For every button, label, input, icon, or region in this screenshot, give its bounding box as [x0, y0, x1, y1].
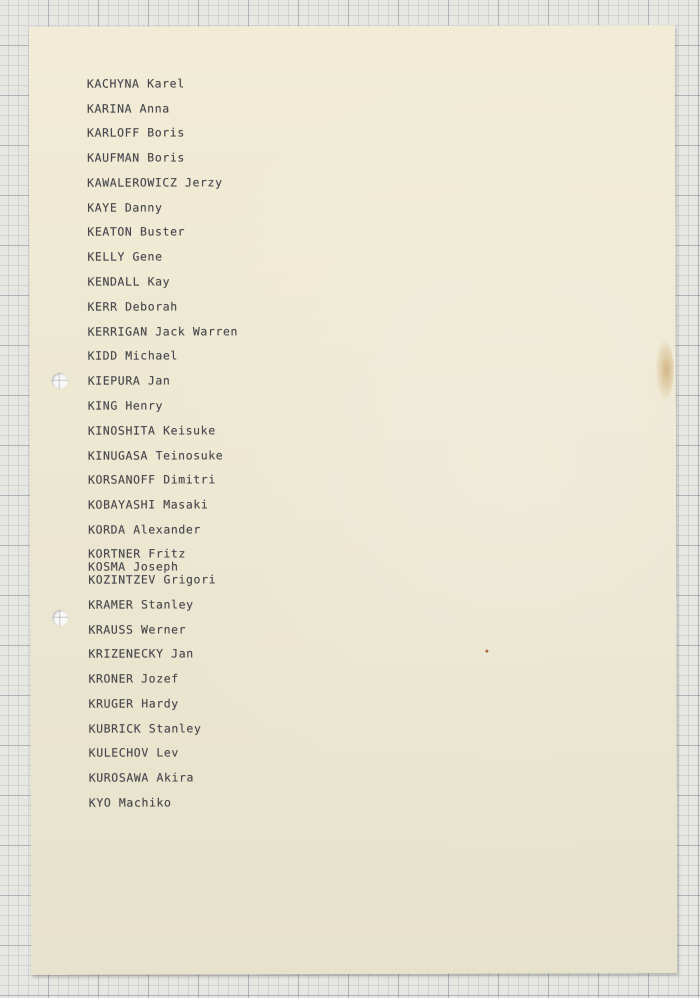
name-entry: KIEPURA Jan — [87, 373, 171, 388]
name-entry: KOSMA Joseph — [88, 559, 179, 574]
name-entry: KENDALL Kay — [87, 274, 171, 289]
name-entry: KUBRICK Stanley — [88, 721, 202, 736]
name-entry: KACHYNA Karel — [86, 76, 185, 91]
name-entry: KARLOFF Boris — [87, 125, 185, 140]
name-entry: KRAMER Stanley — [88, 597, 194, 612]
name-entry: KRONER Jozef — [88, 671, 179, 686]
name-entry: KULECHOV Lev — [88, 745, 179, 760]
name-entry: KERRIGAN Jack Warren — [87, 324, 239, 339]
name-entry: KORDA Alexander — [88, 522, 201, 537]
name-entry: KORSANOFF Dimitri — [87, 472, 216, 487]
ink-spot — [485, 650, 488, 653]
name-entry: KRIZENECKY Jan — [88, 646, 194, 661]
name-entry: KINUGASA Teinosuke — [87, 448, 224, 463]
name-entry: KRUGER Hardy — [88, 696, 179, 711]
name-entry: KORTNER Fritz — [88, 546, 186, 561]
name-entry: KRAUSS Werner — [88, 622, 187, 637]
punch-hole — [52, 373, 68, 389]
name-list — [29, 25, 675, 810]
name-entry: KUROSAWA Akira — [88, 770, 195, 785]
paper-stain — [656, 340, 674, 400]
name-entry: KOBAYASHI Masaki — [87, 497, 209, 512]
name-entry: KYO Machiko — [88, 795, 172, 810]
typed-page — [29, 25, 677, 975]
name-entry: KEATON Buster — [87, 224, 186, 239]
name-entry: KERR Deborah — [87, 299, 178, 314]
name-entry: KAUFMAN Boris — [87, 150, 185, 165]
name-entry: KAWALEROWICZ Jerzy — [87, 175, 223, 190]
name-entry: KARINA Anna — [86, 101, 170, 116]
name-entry: KINOSHITA Keisuke — [87, 423, 216, 438]
name-entry: KAYE Danny — [87, 200, 163, 215]
name-entry: KIDD Michael — [87, 348, 178, 363]
name-entry: KING Henry — [87, 398, 164, 413]
name-entry: KOZINTZEV Grigori — [88, 572, 217, 587]
punch-hole — [52, 610, 68, 626]
name-entry: KELLY Gene — [87, 249, 163, 264]
